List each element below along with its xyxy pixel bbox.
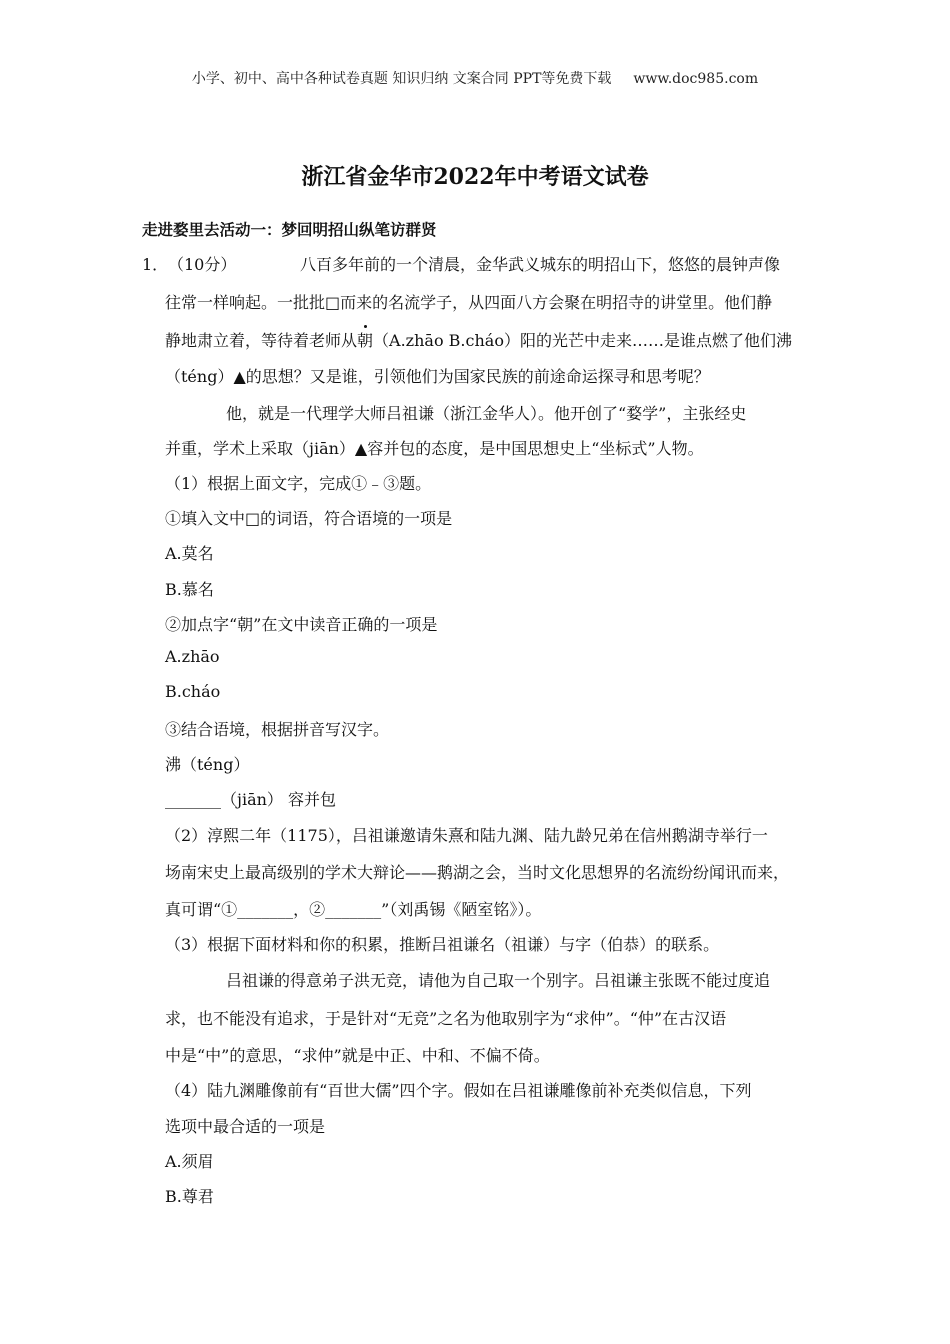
sub3-line1: （3）根据下面材料和你的积累，推断吕祖谦名（祖谦）与字（伯恭）的联系。 [165,935,720,954]
sub4-line1: （4）陆九渊雕像前有“百世大儒”四个字。假如在吕祖谦雕像前补充类似信息，下列 [165,1081,752,1100]
header-url[interactable]: www.doc985.com [633,71,759,87]
passage1-line3-a: 静地肃立着，等待着老师从 [165,331,358,350]
sub1-b-option-a[interactable]: A.zhāo [165,647,220,666]
sub1-a-option-a[interactable]: A.莫名 [165,544,214,563]
section-heading: 走进婺里去活动一：梦回明招山纵笔访群贤 [142,220,437,239]
sub1-b-option-b[interactable]: B.cháo [165,682,221,701]
sub4-option-a[interactable]: A.须眉 [165,1152,214,1171]
passage2-line1: 他，就是一代理学大师吕祖谦（浙江金华人）。他开创了“婺学”，主张经史 [226,404,747,423]
header-text: 小学、初中、高中各种试卷真题 知识归纳 文案合同 PPT等免费下载 [191,71,612,87]
sub2-line1: （2）淳熙二年（1175），吕祖谦邀请朱熹和陆九渊、陆九龄兄弟在信州鹅湖寺举行一 [165,826,768,845]
sub4-option-b[interactable]: B.尊君 [165,1187,214,1206]
sub3-material-line2: 求，也不能没有追求，于是针对“无竞”之名为他取别字为“求仲”。“仲”在古汉语 [165,1009,727,1028]
sub1-c-question: ③结合语境，根据拼音写汉字。 [165,720,390,739]
passage1-line4: （téng）▲的思想？又是谁，引领他们为国家民族的前途命运探寻和思考呢？ [165,367,710,386]
passage1-line1: 八百多年前的一个清晨，金华武义城东的明招山下，悠悠的晨钟声像 [300,255,781,274]
passage2-line2: 并重，学术上采取（jiān）▲容并包的态度，是中国思想史上“坐标式”人物。 [165,439,704,458]
passage1-line2: 往常一样响起。一批批□而来的名流学子，从四面八方会聚在明招寺的讲堂里。他们静 [165,293,773,312]
sub1-intro: （1）根据上面文字，完成①﹣③题。 [165,474,432,493]
sub1-a-question: ①填入文中□的词语，符合语境的一项是 [165,509,453,528]
exam-title: 浙江省金华市2022年中考语文试卷 [301,164,649,190]
sub2-line3[interactable]: 真可谓“①_______，②_______”（刘禹锡《陋室铭》）。 [165,900,542,919]
dotted-char: 朝 [357,331,374,350]
page-header [0,68,950,88]
question-number: 1． [142,255,169,274]
sub3-material-line1: 吕祖谦的得意弟子洪无竞，请他为自己取一个别字。吕祖谦主张既不能过度追 [226,971,771,990]
sub1-c-line1: 沸（téng） [165,755,250,774]
sub2-line2: 场南宋史上最高级别的学术大辩论——鹅湖之会，当时文化思想界的名流纷纷闻讯而来， [165,863,790,882]
sub1-c-line2[interactable]: _______（jiān） 容并包 [165,790,337,809]
question-score: （10分） [168,255,237,274]
sub1-a-option-b[interactable]: B.慕名 [165,580,214,599]
passage1-line3 [165,328,792,351]
passage1-line3-b: （A.zhāo B.cháo）阳的光芒中走来……是谁点燃了他们沸 [373,331,792,350]
sub3-material-line3: 中是“中”的意思，“求仲”就是中正、中和、不偏不倚。 [165,1046,550,1065]
sub1-b-question: ②加点字“朝”在文中读音正确的一项是 [165,615,438,634]
sub4-line2: 选项中最合适的一项是 [165,1117,326,1136]
